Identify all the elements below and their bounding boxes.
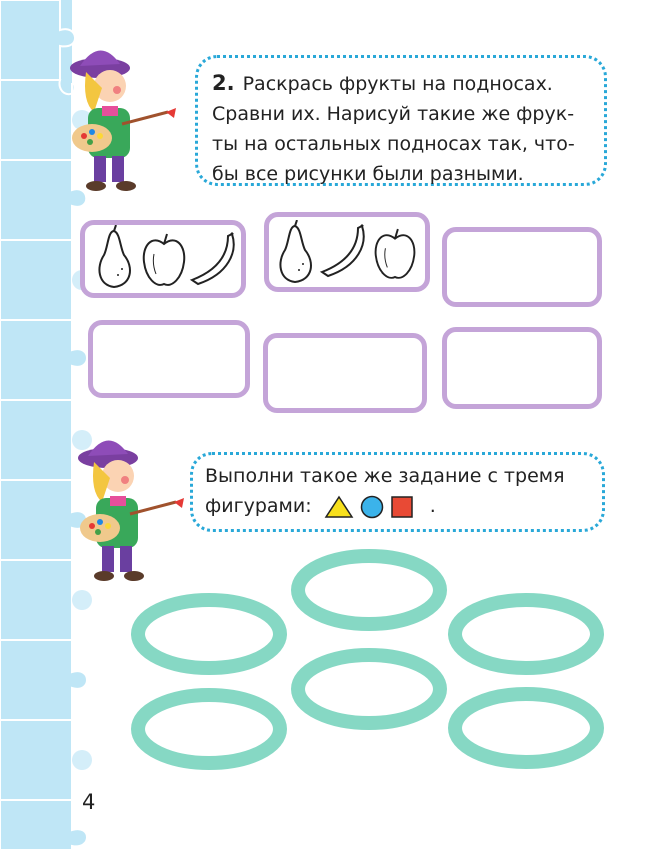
task-line-4: бы все рисунки были разными. bbox=[212, 163, 524, 185]
tray-5[interactable] bbox=[263, 333, 427, 413]
artist-illustration bbox=[70, 432, 190, 587]
triangle-icon bbox=[324, 495, 354, 519]
task-extra-line-1: Выполни такое же задание с тремя bbox=[205, 465, 565, 487]
oval-ring[interactable] bbox=[128, 687, 290, 771]
pear-icon bbox=[94, 225, 136, 291]
task-extra-period: . bbox=[429, 495, 436, 517]
task-line-2: Сравни их. Нарисуй такие же фрук- bbox=[212, 103, 575, 125]
circle-icon bbox=[360, 495, 384, 519]
tray-4[interactable] bbox=[88, 320, 250, 398]
task-line-3: ты на остальных подносах так, что- bbox=[212, 133, 575, 155]
page-number: 4 bbox=[82, 790, 96, 814]
oval-ring[interactable] bbox=[445, 592, 607, 676]
pear-icon bbox=[275, 220, 317, 286]
task-2-bubble bbox=[195, 55, 607, 186]
task-extra-bubble bbox=[190, 452, 605, 532]
banana-icon bbox=[188, 230, 240, 288]
apple-icon bbox=[372, 224, 418, 284]
tray-3[interactable] bbox=[442, 227, 602, 307]
square-icon bbox=[390, 495, 414, 519]
oval-ring[interactable] bbox=[128, 592, 290, 676]
artist-illustration bbox=[62, 42, 182, 197]
task-extra-line-2: фигурами: bbox=[205, 495, 312, 517]
oval-ring[interactable] bbox=[288, 647, 450, 731]
banana-icon bbox=[318, 222, 370, 282]
task-number: 2. bbox=[212, 71, 235, 95]
task-line-1: Раскрась фрукты на подносах. bbox=[242, 73, 553, 95]
oval-ring[interactable] bbox=[445, 686, 607, 770]
oval-ring[interactable] bbox=[288, 548, 450, 632]
apple-icon bbox=[140, 230, 188, 290]
tray-6[interactable] bbox=[442, 327, 602, 409]
